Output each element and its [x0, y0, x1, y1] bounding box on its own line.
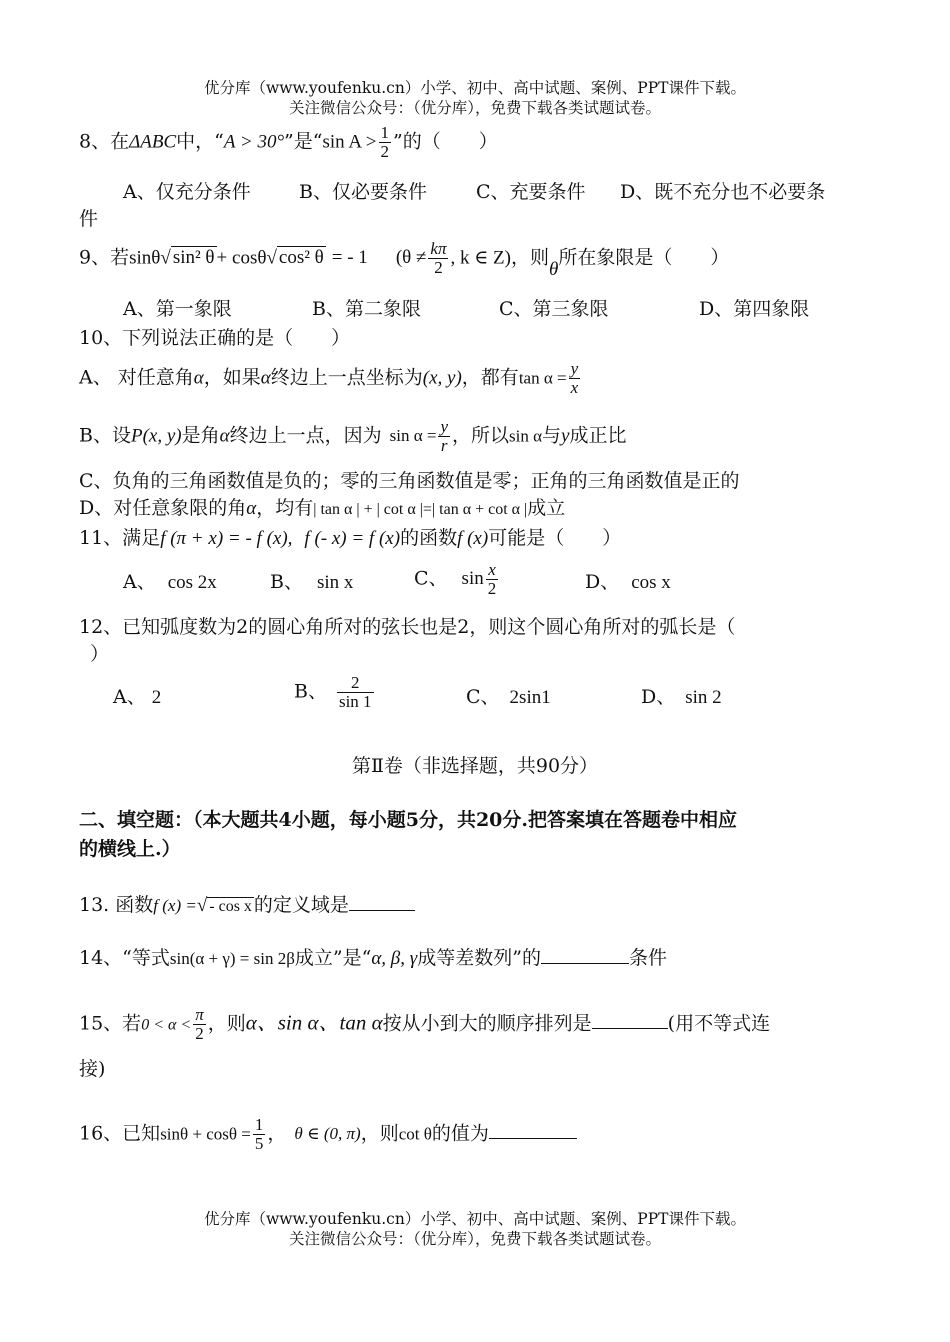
header-line-1: 优分库（www.youfenku.cn）小学、初中、高中试题、案例、PPT课件下载。 — [203, 79, 747, 97]
q13-prefix: 13. 函数 — [79, 894, 154, 916]
q12-b-fraction — [337, 674, 374, 711]
q12-b-label: B、 — [294, 680, 327, 703]
q10-b-frac-num: y — [440, 417, 449, 436]
q16-cond: θ ∈ (0, π) — [294, 1124, 361, 1144]
question-9: 9、若sinθ√ sin² θ + cosθ√ cos² θ = - 1 (θ ≠ $\frac{k\pi}{2}$ , k ∈ Z)，则θ所在象限是（ ） — [79, 239, 730, 281]
q14-answer-blank[interactable] — [541, 945, 629, 964]
q8-cond1: A > 30° — [223, 131, 285, 153]
q9-expr2: + cosθ — [216, 247, 267, 269]
q9-fraction — [428, 240, 448, 277]
q10-b-suffix: 成正比 — [569, 424, 627, 447]
part-2-title: 第Ⅱ卷（非选择题，共90分） — [351, 755, 599, 777]
q10-b-mid3: ，所以 — [452, 424, 510, 447]
q11-option-d — [585, 571, 671, 595]
q14-mid2: 成等差数列”的 — [417, 947, 541, 969]
q11-b-label: B、 — [270, 571, 303, 593]
q15-fraction — [193, 1006, 206, 1043]
q14-mid: 成立”是“ — [294, 947, 372, 969]
q14-expr: sin(α + γ) = sin 2β — [169, 949, 295, 968]
q10-d-expr: | tan α | + | cot α |=| tan α + cot α | — [313, 501, 528, 518]
q9-radicand2: cos² θ — [278, 247, 324, 269]
q8-cond2: sin A > — [322, 131, 377, 153]
q16-expr: sinθ + cosθ = — [160, 1124, 251, 1144]
question-14 — [79, 945, 667, 971]
q11-b-expr: sin x — [316, 572, 354, 593]
question-11 — [79, 527, 621, 551]
q12-option-b — [294, 674, 376, 711]
q10-b-y: y — [561, 425, 570, 447]
q11-option-b — [270, 571, 353, 595]
q9-cond-post: , k ∈ Z) — [450, 247, 511, 269]
q8-frac-num: 1 — [380, 123, 389, 142]
q16-frac-den: 5 — [254, 1133, 264, 1153]
q16-answer-blank[interactable] — [489, 1120, 577, 1139]
q15-cond: 0 < α < — [141, 1016, 192, 1034]
q8-fraction — [379, 124, 392, 161]
q10-a-frac-num: y — [570, 359, 579, 378]
q11-c-fraction — [486, 561, 499, 598]
q10-d-alpha: α — [246, 498, 257, 519]
q16-suffix: 的值为 — [431, 1122, 489, 1145]
header-line-2: 关注微信公众号：（优分库），免费下载各类试题试卷。 — [288, 99, 661, 117]
q11-option-c — [414, 561, 500, 598]
q12-b-frac-num: 2 — [337, 674, 374, 693]
q9-option-b: B、第二象限 — [312, 298, 421, 320]
q10-b-point: P(x, y) — [130, 425, 182, 447]
section-2-heading-wrap: 的横线上.） — [79, 838, 181, 860]
q8-suffix: ”的（ ） — [393, 130, 498, 153]
q11-d-label: D、 — [585, 571, 620, 593]
question-15-wrap: 接) — [79, 1058, 106, 1080]
q10-d-suffix: 成立 — [527, 497, 566, 519]
q13-fx: f (x) = — [153, 896, 197, 915]
question-10: 10、下列说法正确的是（ ） — [79, 327, 351, 349]
q10-a-pre: A、 对任意角 — [79, 366, 194, 389]
q9-cond-pre: (θ ≠ — [395, 247, 427, 269]
q10-b-mid4: 与 — [542, 424, 562, 447]
q16-fraction — [253, 1116, 266, 1153]
q10-a-alpha1: α — [193, 367, 204, 389]
q10-option-d — [79, 497, 565, 521]
q10-a-mid2: 终边上一点坐标为 — [270, 366, 423, 389]
q10-a-mid1: ，如果 — [203, 366, 261, 389]
section-2-heading: 二、填空题：（本大题共4小题，每小题5分，共20分.把答案填在答题卷中相应 — [79, 809, 737, 831]
question-16: 16、已知sinθ + cosθ = $\frac{1}{5}$ ， θ ∈ (0, π)，则cot θ的值为 — [79, 1116, 577, 1153]
q9-suffix2: 所在象限是（ ） — [558, 246, 730, 269]
q9-prefix: 9、若 — [79, 246, 130, 269]
q12-b-frac-den: sin 1 — [338, 691, 372, 711]
q15-answer-blank[interactable] — [592, 1010, 668, 1029]
q9-option-a: A、第一象限 — [123, 298, 232, 320]
q15-frac-num: π — [195, 1005, 204, 1024]
q9-option-c: C、第三象限 — [499, 298, 609, 320]
q16-cot: cot θ — [398, 1124, 432, 1144]
q9-expr3: = - 1 — [331, 247, 368, 269]
q10-a-alpha2: α — [260, 367, 271, 389]
q12-option-d — [641, 686, 722, 710]
q8-prefix: 8、在 — [79, 130, 130, 153]
q12-d-label: D、 — [641, 686, 676, 708]
q10-a-coord: (x, y) — [422, 367, 462, 389]
q13-suffix: 的定义域是 — [253, 894, 349, 916]
q15-suffix: (用不等式连 — [667, 1012, 771, 1035]
q15-mid: ，则 — [207, 1012, 246, 1035]
q12-a-label: A、 — [113, 686, 146, 708]
q8-option-a: A、仅充分条件 — [123, 181, 251, 203]
q14-prefix: 14、“等式 — [79, 947, 170, 969]
q13-answer-blank[interactable] — [349, 892, 415, 911]
q11-c-sin: sin — [461, 568, 484, 590]
question-13: 13. 函数f (x) =√ - cos x 的定义域是 — [79, 892, 415, 918]
question-12: 12、已知弧度数为2的圆心角所对的弦长也是2，则这个圆心角所对的弧长是（ — [79, 616, 736, 638]
q11-a-label: A、 — [123, 571, 156, 593]
q8-mid1: 中，“ — [176, 130, 224, 153]
q8-triangle: ΔABC — [129, 131, 177, 153]
q12-c-label: C、 — [466, 686, 500, 708]
q12-a-expr: 2 — [151, 687, 162, 708]
q10-b-sin2: sin α — [509, 426, 543, 446]
q9-option-d: D、第四象限 — [699, 298, 810, 320]
q8-frac-den: 2 — [380, 141, 389, 161]
q10-option-c: C、负角的三角函数值是负的；零的三角函数值是零；正角的三角函数值是正的 — [79, 470, 740, 492]
q10-option-b — [79, 418, 627, 455]
q15-expr: α、sin α、tan α — [245, 1010, 383, 1035]
q11-option-a — [123, 571, 217, 595]
q11-suffix: 可能是（ ） — [488, 527, 622, 549]
q10-b-alpha: α — [219, 425, 230, 447]
q11-c-frac-den: 2 — [487, 578, 497, 598]
q10-b-frac-den: r — [440, 435, 448, 455]
q12-d-expr: sin 2 — [685, 687, 722, 708]
q11-d-expr: cos x — [631, 572, 671, 593]
q16-prefix: 16、已知 — [79, 1122, 161, 1145]
q9-expr1: sinθ — [129, 247, 161, 269]
q10-b-sin: sin α = — [389, 426, 437, 446]
q9-frac-den: 2 — [434, 257, 443, 277]
q11-fx: f (x) — [457, 528, 489, 549]
question-15 — [79, 1006, 770, 1043]
q11-prefix: 11、满足 — [79, 527, 161, 549]
q10-b-mid2: 终边上一点，因为 — [229, 424, 382, 447]
q8-mid2: ”是“ — [284, 130, 323, 153]
q9-radicand1: sin² θ — [172, 247, 215, 269]
q9-suffix1: ，则 — [510, 246, 549, 269]
q10-b-pre: B、设 — [79, 424, 131, 447]
q11-a-expr: cos 2x — [167, 572, 217, 593]
q8-option-c: C、充要条件 — [476, 181, 586, 203]
q11-mid: 的函数 — [400, 527, 458, 549]
q8-option-d: D、既不充分也不必要条 — [620, 181, 826, 203]
q9-frac-num: kπ — [430, 239, 447, 258]
question-12-wrap: ） — [90, 643, 110, 665]
q10-d-pre: D、对任意象限的角 — [79, 497, 247, 519]
q11-c-frac-num: x — [486, 561, 499, 580]
q16-mid: ，则 — [360, 1122, 399, 1145]
question-8 — [79, 124, 498, 161]
q11-expr1: f (π + x) = - f (x), — [160, 528, 293, 549]
q14-vars: α, β, γ — [371, 948, 418, 969]
footer-line-2: 关注微信公众号：（优分库），免费下载各类试题试卷。 — [288, 1230, 661, 1248]
q16-frac-num: 1 — [254, 1115, 264, 1134]
q10-b-fraction — [438, 418, 450, 455]
footer-line-1: 优分库（www.youfenku.cn）小学、初中、高中试题、案例、PPT课件下载。 — [203, 1210, 747, 1228]
q10-d-mid: ，均有 — [256, 497, 314, 519]
q11-c-label: C、 — [414, 567, 448, 590]
q15-mid2: 按从小到大的顺序排列是 — [382, 1012, 592, 1035]
q12-option-c — [466, 686, 551, 710]
q14-suffix: 条件 — [628, 947, 667, 969]
q10-a-mid3: ，都有 — [461, 366, 519, 389]
q8-option-d-wrap: 件 — [79, 208, 99, 230]
q9-theta: θ — [549, 259, 559, 281]
q10-a-tan: tan α = — [518, 368, 567, 388]
q8-option-b: B、仅必要条件 — [299, 181, 427, 203]
q12-c-expr: 2sin1 — [509, 687, 551, 708]
q11-expr2: f (- x) = f (x) — [304, 528, 401, 549]
q13-radicand: - cos x — [209, 898, 252, 915]
q12-option-a — [113, 686, 161, 710]
q10-option-a — [79, 360, 582, 397]
q15-prefix: 15、若 — [79, 1012, 142, 1035]
q10-a-fraction — [569, 360, 581, 397]
q10-b-mid1: 是角 — [181, 424, 220, 447]
q15-frac-den: 2 — [195, 1023, 204, 1043]
q10-a-frac-den: x — [570, 377, 579, 397]
